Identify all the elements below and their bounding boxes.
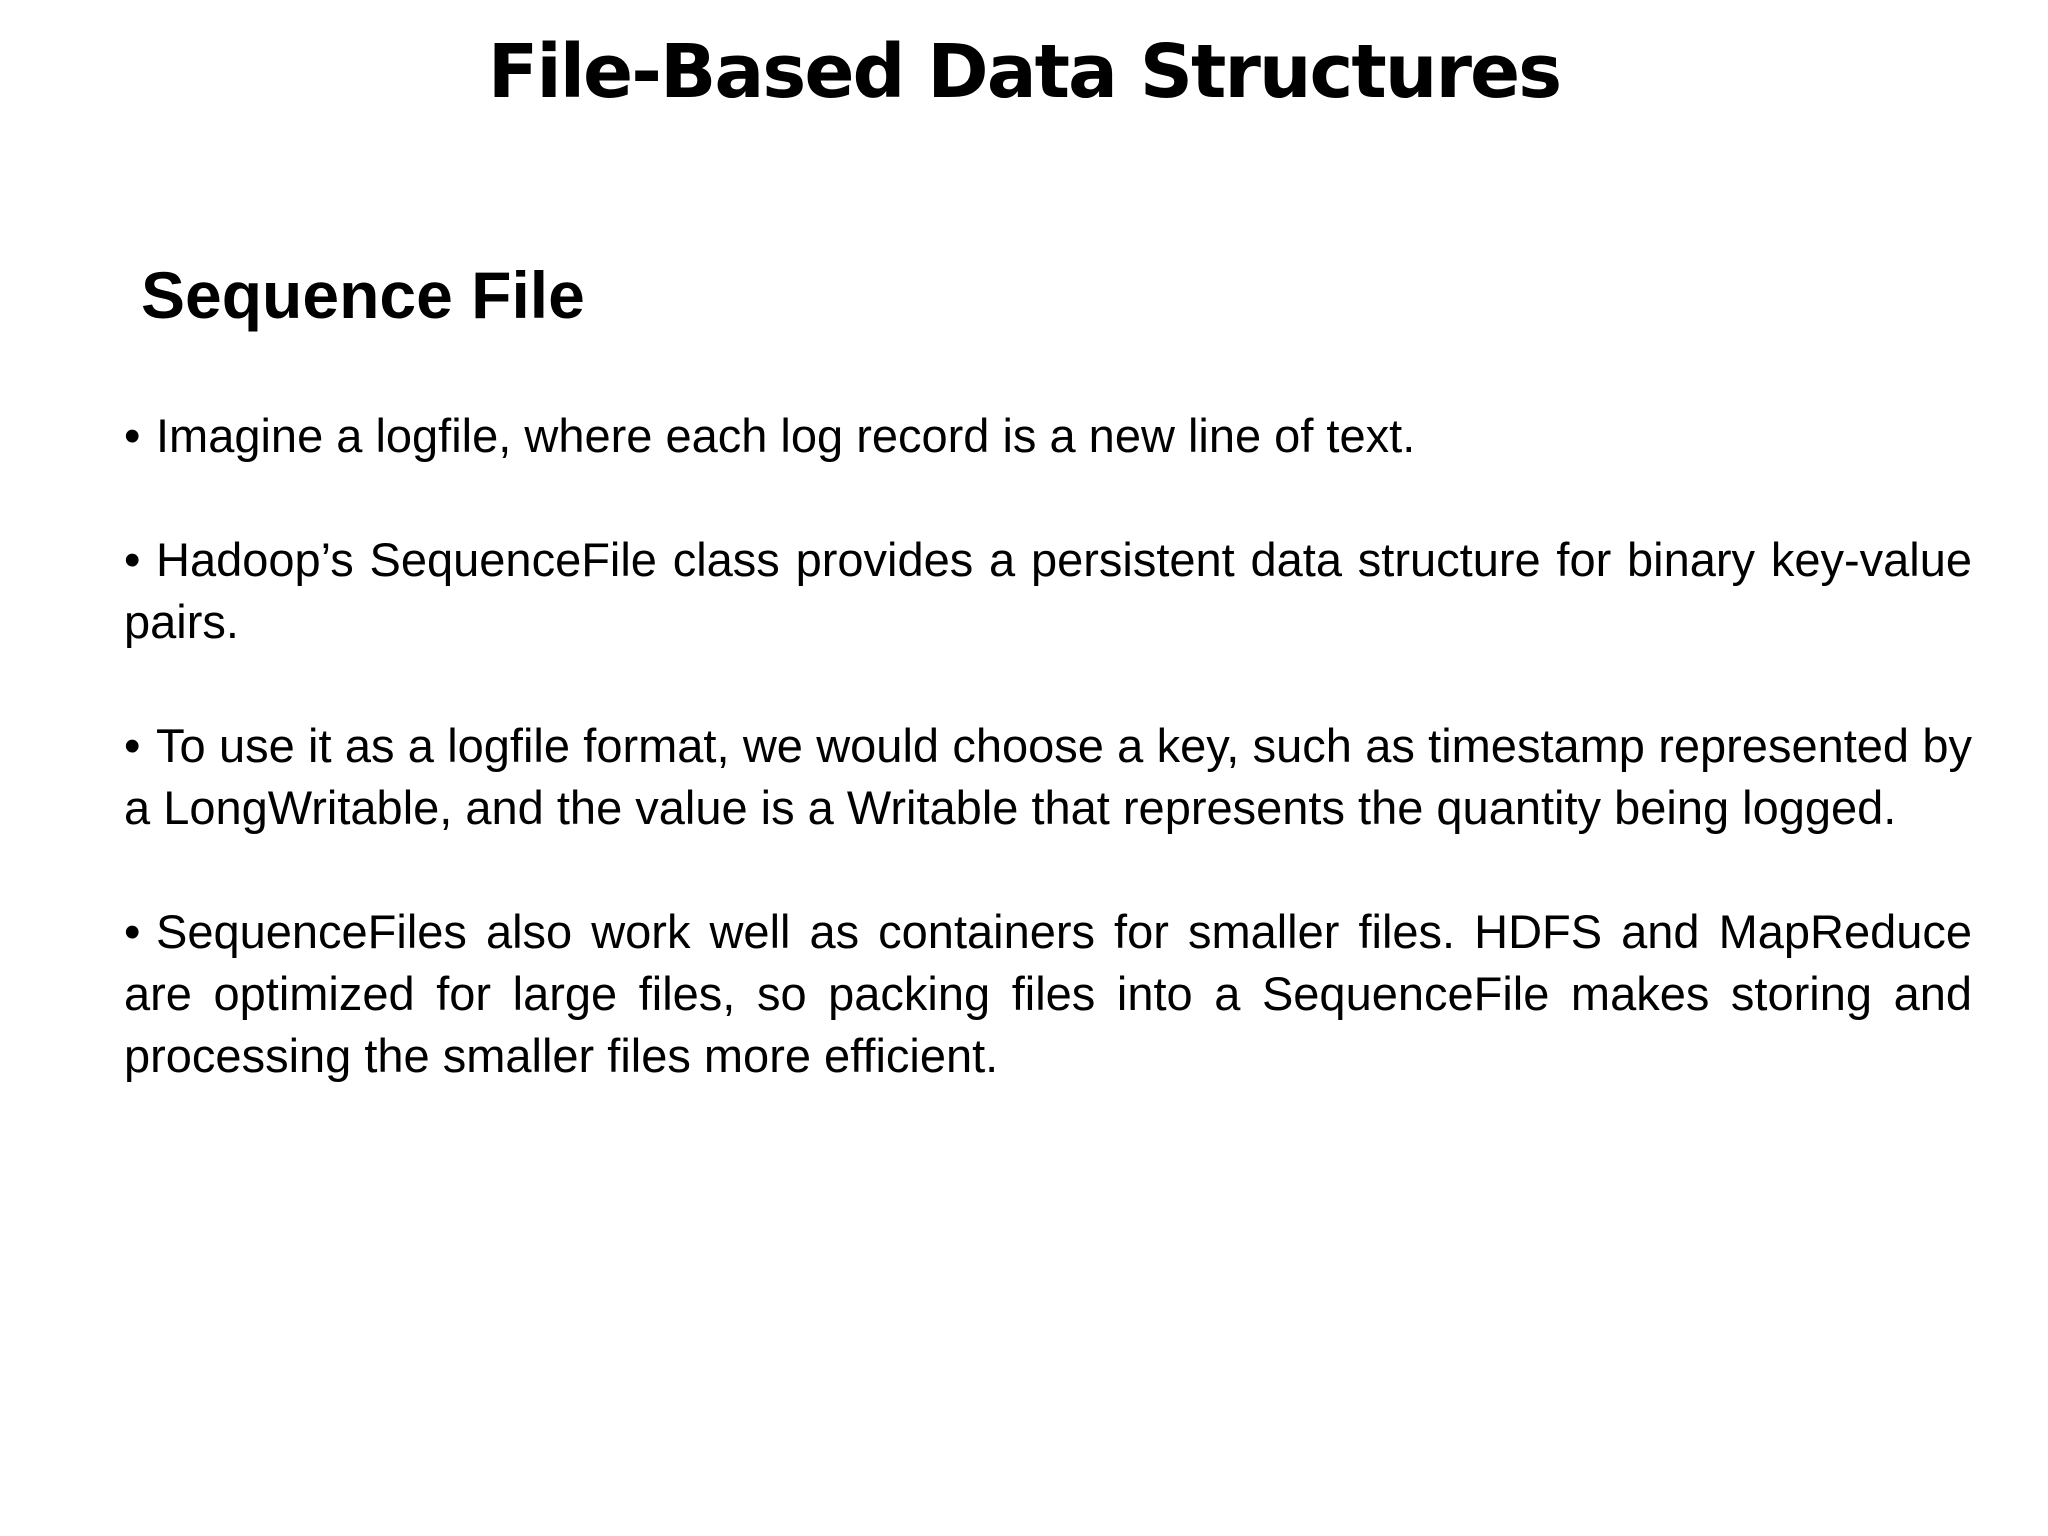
- bullet-item: [124, 901, 1972, 1087]
- bullet-mark: •: [124, 533, 141, 586]
- slide-title: File-Based Data Structures: [487, 29, 1561, 115]
- bullet-mark: •: [124, 905, 141, 958]
- bullet-item: [124, 529, 1972, 653]
- bullet-mark: •: [124, 409, 141, 462]
- bullet-item: [124, 405, 1972, 467]
- bullet-text: SequenceFiles also work well as containers for smaller files. HDFS and MapReduce are optimized for large files, so packing files into a SequenceFile makes storing and processing the smaller files more efficient.: [124, 905, 1972, 1082]
- bullet-list: [124, 405, 1972, 1087]
- bullet-text: Imagine a logfile, where each log record is a new line of text.: [156, 409, 1416, 462]
- section-heading: Sequence File: [141, 258, 585, 332]
- bullet-mark: •: [124, 719, 141, 772]
- bullet-item: [124, 715, 1972, 839]
- bullet-text: To use it as a logfile format, we would choose a key, such as timestamp represented by a LongWritable, and the value is a Writable that represents the quantity being logged.: [124, 719, 1972, 834]
- bullet-text: Hadoop’s SequenceFile class provides a persistent data structure for binary key-value pairs.: [124, 533, 1972, 648]
